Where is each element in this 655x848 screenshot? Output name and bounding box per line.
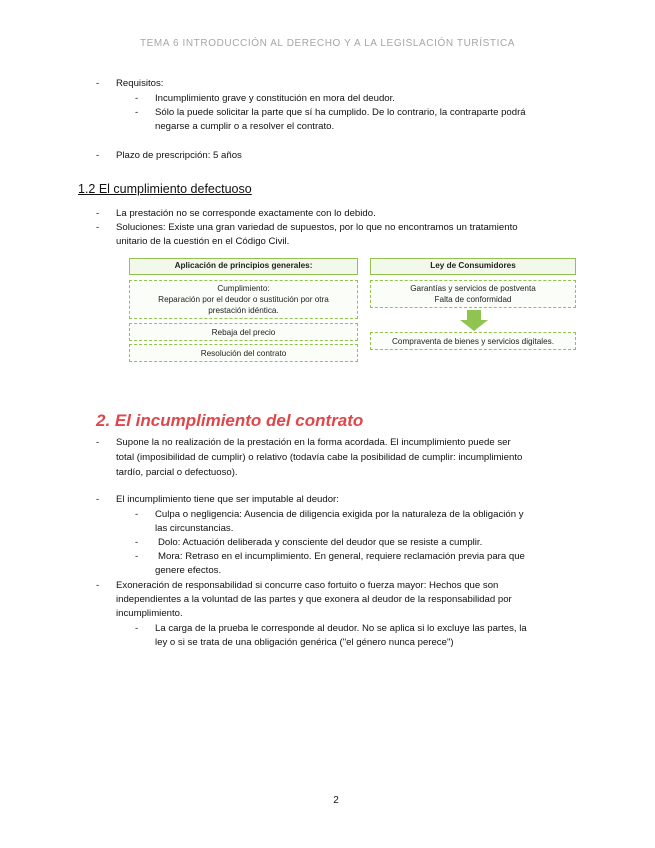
list-item-continuation: unitario de la cuestión en el Código Civil. xyxy=(116,236,290,247)
list-item: Incumplimiento grave y constitución en mora del deudor. xyxy=(155,93,395,104)
cumplimiento-box xyxy=(129,280,358,319)
list-item: Soluciones: Existe una gran variedad de supuestos, por lo que no encontramos un tratamiento xyxy=(116,222,518,233)
paragraph-line: Supone la no realización de la prestación en la forma acordada. El incumplimiento puede ser xyxy=(116,437,511,448)
paragraph-line: Exoneración de responsabilidad si concurre caso fortuito o fuerza mayor: Hechos que son xyxy=(116,580,499,591)
bullet-dash: - xyxy=(135,509,139,520)
box-line: prestación idéntica. xyxy=(208,306,279,315)
paragraph-line: total (imposibilidad de cumplir) o relativo (todavía cabe la posibilidad de cumplir: incumplimiento xyxy=(116,452,523,463)
right-header-box: Ley de Consumidores xyxy=(370,258,576,275)
requisitos-label: Requisitos: xyxy=(116,78,164,89)
list-item-continuation: ley o si se trata de una obligación genérica ("el género nunca perece") xyxy=(155,637,454,648)
paragraph-line: El incumplimiento tiene que ser imputable al deudor: xyxy=(116,494,339,505)
bullet-dash: - xyxy=(96,580,100,591)
garantias-box xyxy=(370,280,576,308)
list-item-continuation: negarse a cumplir o a resolver el contrato. xyxy=(155,121,335,132)
bullet-dash: - xyxy=(135,537,139,548)
bullet-dash: - xyxy=(135,107,139,118)
bullet-dash: - xyxy=(135,623,139,634)
bullet-dash: - xyxy=(96,150,100,161)
box-line: Garantías y servicios de postventa xyxy=(410,284,536,293)
list-item: La carga de la prueba le corresponde al deudor. No se aplica si lo excluye las partes, la xyxy=(155,623,527,634)
box-line: Compraventa de bienes y servicios digitales. xyxy=(391,336,554,346)
resolucion-contrato-box xyxy=(129,344,358,362)
list-item: Dolo: Actuación deliberada y consciente del deudor que se resiste a cumplir. xyxy=(158,537,483,548)
list-item: Mora: Retraso en el incumplimiento. En general, requiere reclamación previa para que xyxy=(158,551,525,562)
down-arrow-icon xyxy=(458,310,490,332)
paragraph-line: independientes a la voluntad de las partes y que exonera al deudor de la responsabilidad por xyxy=(116,594,512,605)
paragraph-line: tardío, parcial o defectuoso). xyxy=(116,467,238,478)
rebaja-precio-box xyxy=(129,323,358,341)
box-line: Cumplimiento: xyxy=(217,284,270,293)
bullet-dash: - xyxy=(96,208,100,219)
bullet-dash: - xyxy=(96,437,100,448)
list-item: Sólo la puede solicitar la parte que sí ha cumplido. De lo contrario, la contraparte podrá xyxy=(155,107,526,118)
list-item-continuation: genere efectos. xyxy=(155,565,222,576)
bullet-dash: - xyxy=(135,93,139,104)
paragraph-line: incumplimiento. xyxy=(116,608,183,619)
box-line: Reparación por el deudor o sustitución por otra xyxy=(158,295,329,304)
plazo-prescripcion: Plazo de prescripción: 5 años xyxy=(116,150,242,161)
box-line: Falta de conformidad xyxy=(434,295,512,304)
box-line: Rebaja del precio xyxy=(211,327,276,337)
compraventa-box xyxy=(370,332,576,350)
section-heading-1-2: 1.2 El cumplimiento defectuoso xyxy=(78,182,252,196)
section-heading-2: 2. El incumplimiento del contrato xyxy=(96,411,364,430)
list-item: La prestación no se corresponde exactamente con lo debido. xyxy=(116,208,376,219)
page-header: TEMA 6 INTRODUCCIÓN AL DERECHO Y A LA LEGISLACIÓN TURÍSTICA xyxy=(139,38,516,49)
left-header-box: Aplicación de principios generales: xyxy=(129,258,358,275)
page-number: 2 xyxy=(333,795,339,806)
bullet-dash: - xyxy=(96,78,100,89)
list-item-continuation: las circunstancias. xyxy=(155,523,234,534)
box-line: Resolución del contrato xyxy=(200,348,287,358)
bullet-dash: - xyxy=(96,494,100,505)
bullet-dash: - xyxy=(96,222,100,233)
bullet-dash: - xyxy=(135,551,139,562)
list-item: Culpa o negligencia: Ausencia de diligencia exigida por la naturaleza de la obligación y xyxy=(155,509,524,520)
